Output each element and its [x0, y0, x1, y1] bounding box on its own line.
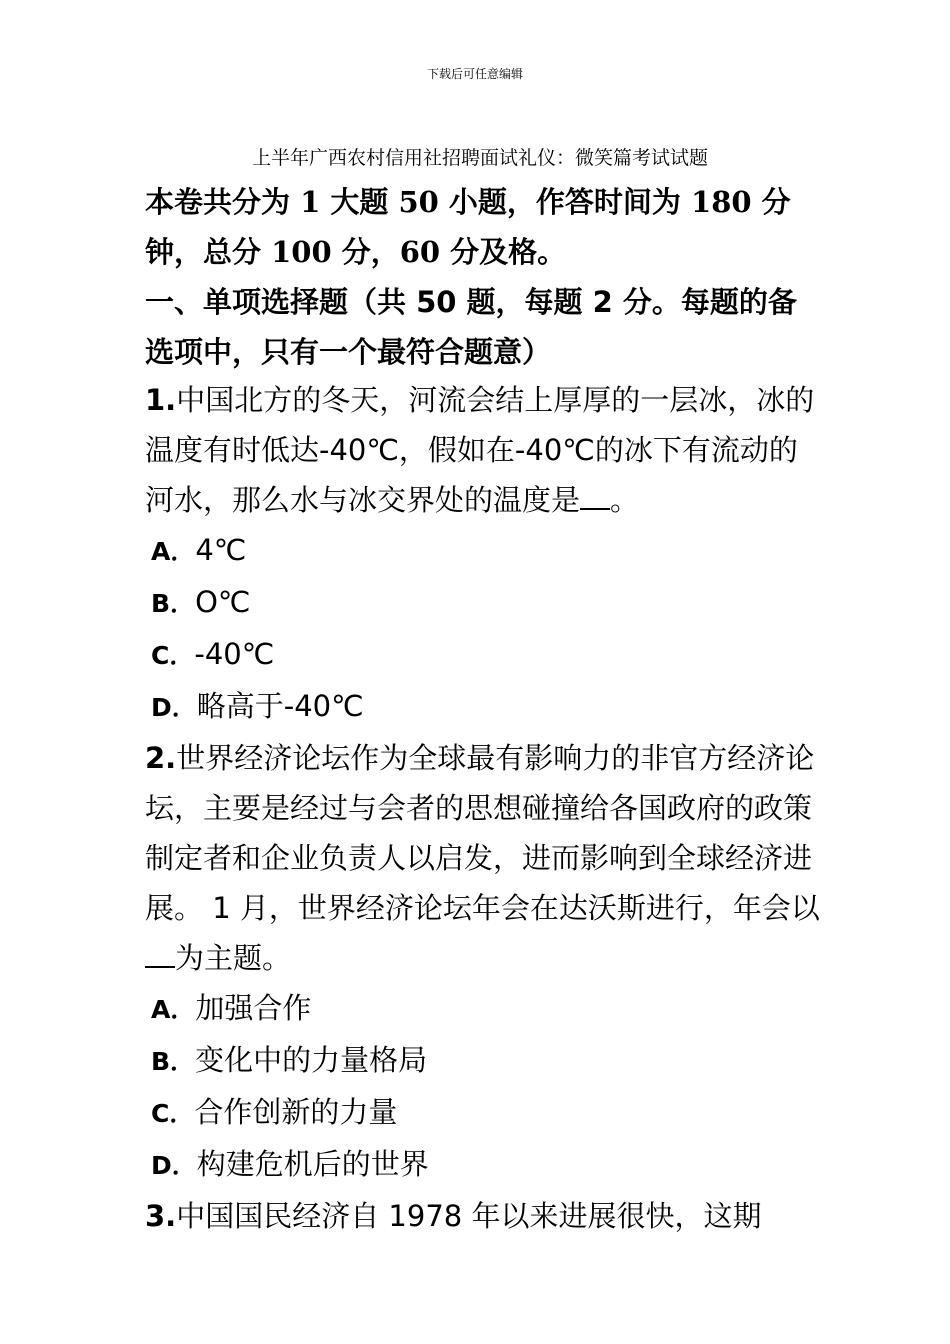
header-note: 下载后可任意编辑	[426, 67, 523, 81]
option-a	[145, 525, 825, 577]
question-text-end: 为主题。	[175, 941, 292, 975]
option-letter: D．	[151, 1151, 197, 1180]
question-stem	[145, 733, 825, 983]
question-stem	[145, 375, 825, 525]
question-1	[145, 375, 825, 733]
option-text: 合作创新的力量	[194, 1095, 398, 1129]
answer-blank	[145, 965, 175, 968]
question-text: 世界经济论坛作为全球最有影响力的非官方经济论坛，主要是经过与会者的思想碰撞给各国政府的政策制定者和企业负责人以启发，进而影响到全球经济进展。 1 月，世界经济论坛年会在达沃斯进行，年会以	[145, 741, 820, 925]
exam-intro: 本卷共分为 1 大题 50 小题，作答时间为 180 分钟，总分 100 分，60 分及格。	[145, 185, 791, 269]
option-text: 变化中的力量格局	[195, 1043, 428, 1077]
option-list	[145, 525, 825, 733]
question-number: 1.	[145, 383, 177, 417]
question-number: 2.	[145, 741, 177, 775]
option-letter: A．	[151, 537, 196, 566]
question-list	[145, 375, 825, 1241]
option-text: -40℃	[194, 637, 275, 671]
option-letter: A．	[151, 995, 196, 1024]
option-text: O℃	[195, 585, 251, 619]
option-b	[145, 577, 825, 629]
question-text: 中国北方的冬天，河流会结上厚厚的一层冰，冰的温度有时低达-40℃，假如在-40℃的冰下有流动的河水，那么水与冰交界处的温度是	[145, 383, 815, 517]
option-letter: C．	[151, 1099, 195, 1128]
question-text: 中国国民经济自 1978 年以来进展很快，这期	[176, 1199, 762, 1233]
option-text: 构建危机后的世界	[196, 1147, 429, 1181]
option-d	[145, 1139, 825, 1191]
question-2	[145, 733, 825, 1191]
section-heading: 一、单项选择题（共 50 题，每题 2 分。每题的备选项中，只有一个最符合题意）	[145, 285, 797, 369]
question-text-end: 。	[610, 483, 640, 517]
option-letter: D．	[151, 693, 197, 722]
option-letter: B．	[151, 589, 196, 618]
question-number: 3.	[145, 1199, 177, 1233]
option-c	[145, 629, 825, 681]
document-title: 上半年广西农村信用社招聘面试礼仪：微笑篇考试试题	[251, 147, 708, 169]
answer-blank	[580, 507, 610, 510]
option-d	[145, 681, 825, 733]
option-b	[145, 1035, 825, 1087]
option-letter: B．	[151, 1047, 196, 1076]
option-text: 4℃	[195, 533, 247, 567]
option-c	[145, 1087, 825, 1139]
question-3	[145, 1191, 825, 1241]
option-list	[145, 983, 825, 1191]
question-stem	[145, 1191, 825, 1241]
option-a	[145, 983, 825, 1035]
option-letter: C．	[151, 641, 195, 670]
option-text: 略高于-40℃	[196, 689, 364, 723]
option-text: 加强合作	[195, 991, 312, 1025]
